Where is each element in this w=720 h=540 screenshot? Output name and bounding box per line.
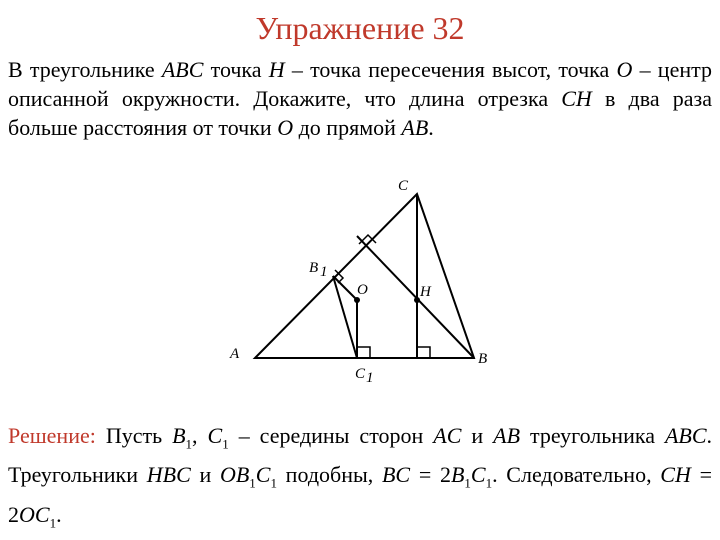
label-a: A [230, 346, 240, 362]
label-b1: B [309, 260, 319, 276]
right-angle-mark-c1 [357, 347, 370, 358]
label-b: B [478, 351, 488, 367]
solution-label: Решение: [8, 423, 96, 448]
label-o: O [357, 282, 368, 298]
right-angle-mark-h [417, 347, 430, 358]
altitude-b [357, 236, 474, 358]
label-c1-sub: 1 [366, 370, 374, 385]
triangle-diagram [220, 170, 500, 385]
label-h: H [420, 284, 431, 300]
triangle-abc [255, 194, 474, 358]
label-b1-sub: 1 [320, 264, 328, 280]
exercise-title: Упражнение 32 [255, 10, 465, 46]
label-c: C [398, 178, 409, 194]
label-c1: C [355, 366, 366, 382]
solution-text: Решение: Пусть $B_1$, $C_1$ – середины сторон AC и AB треугольника ABC. Треугольники HBC и $OB_1C_1$ подобны, BC = $2B_1C_1$. Следовательно, CH = $2OC_1$. [8, 423, 713, 531]
problem-statement: В треугольнике ABC точка H – точка пересечения высот, точка O – центр описанной окружности. Докажите, что длина отрезка CH в два раза больше расстояния от точки O до прямой AB. [8, 57, 712, 140]
